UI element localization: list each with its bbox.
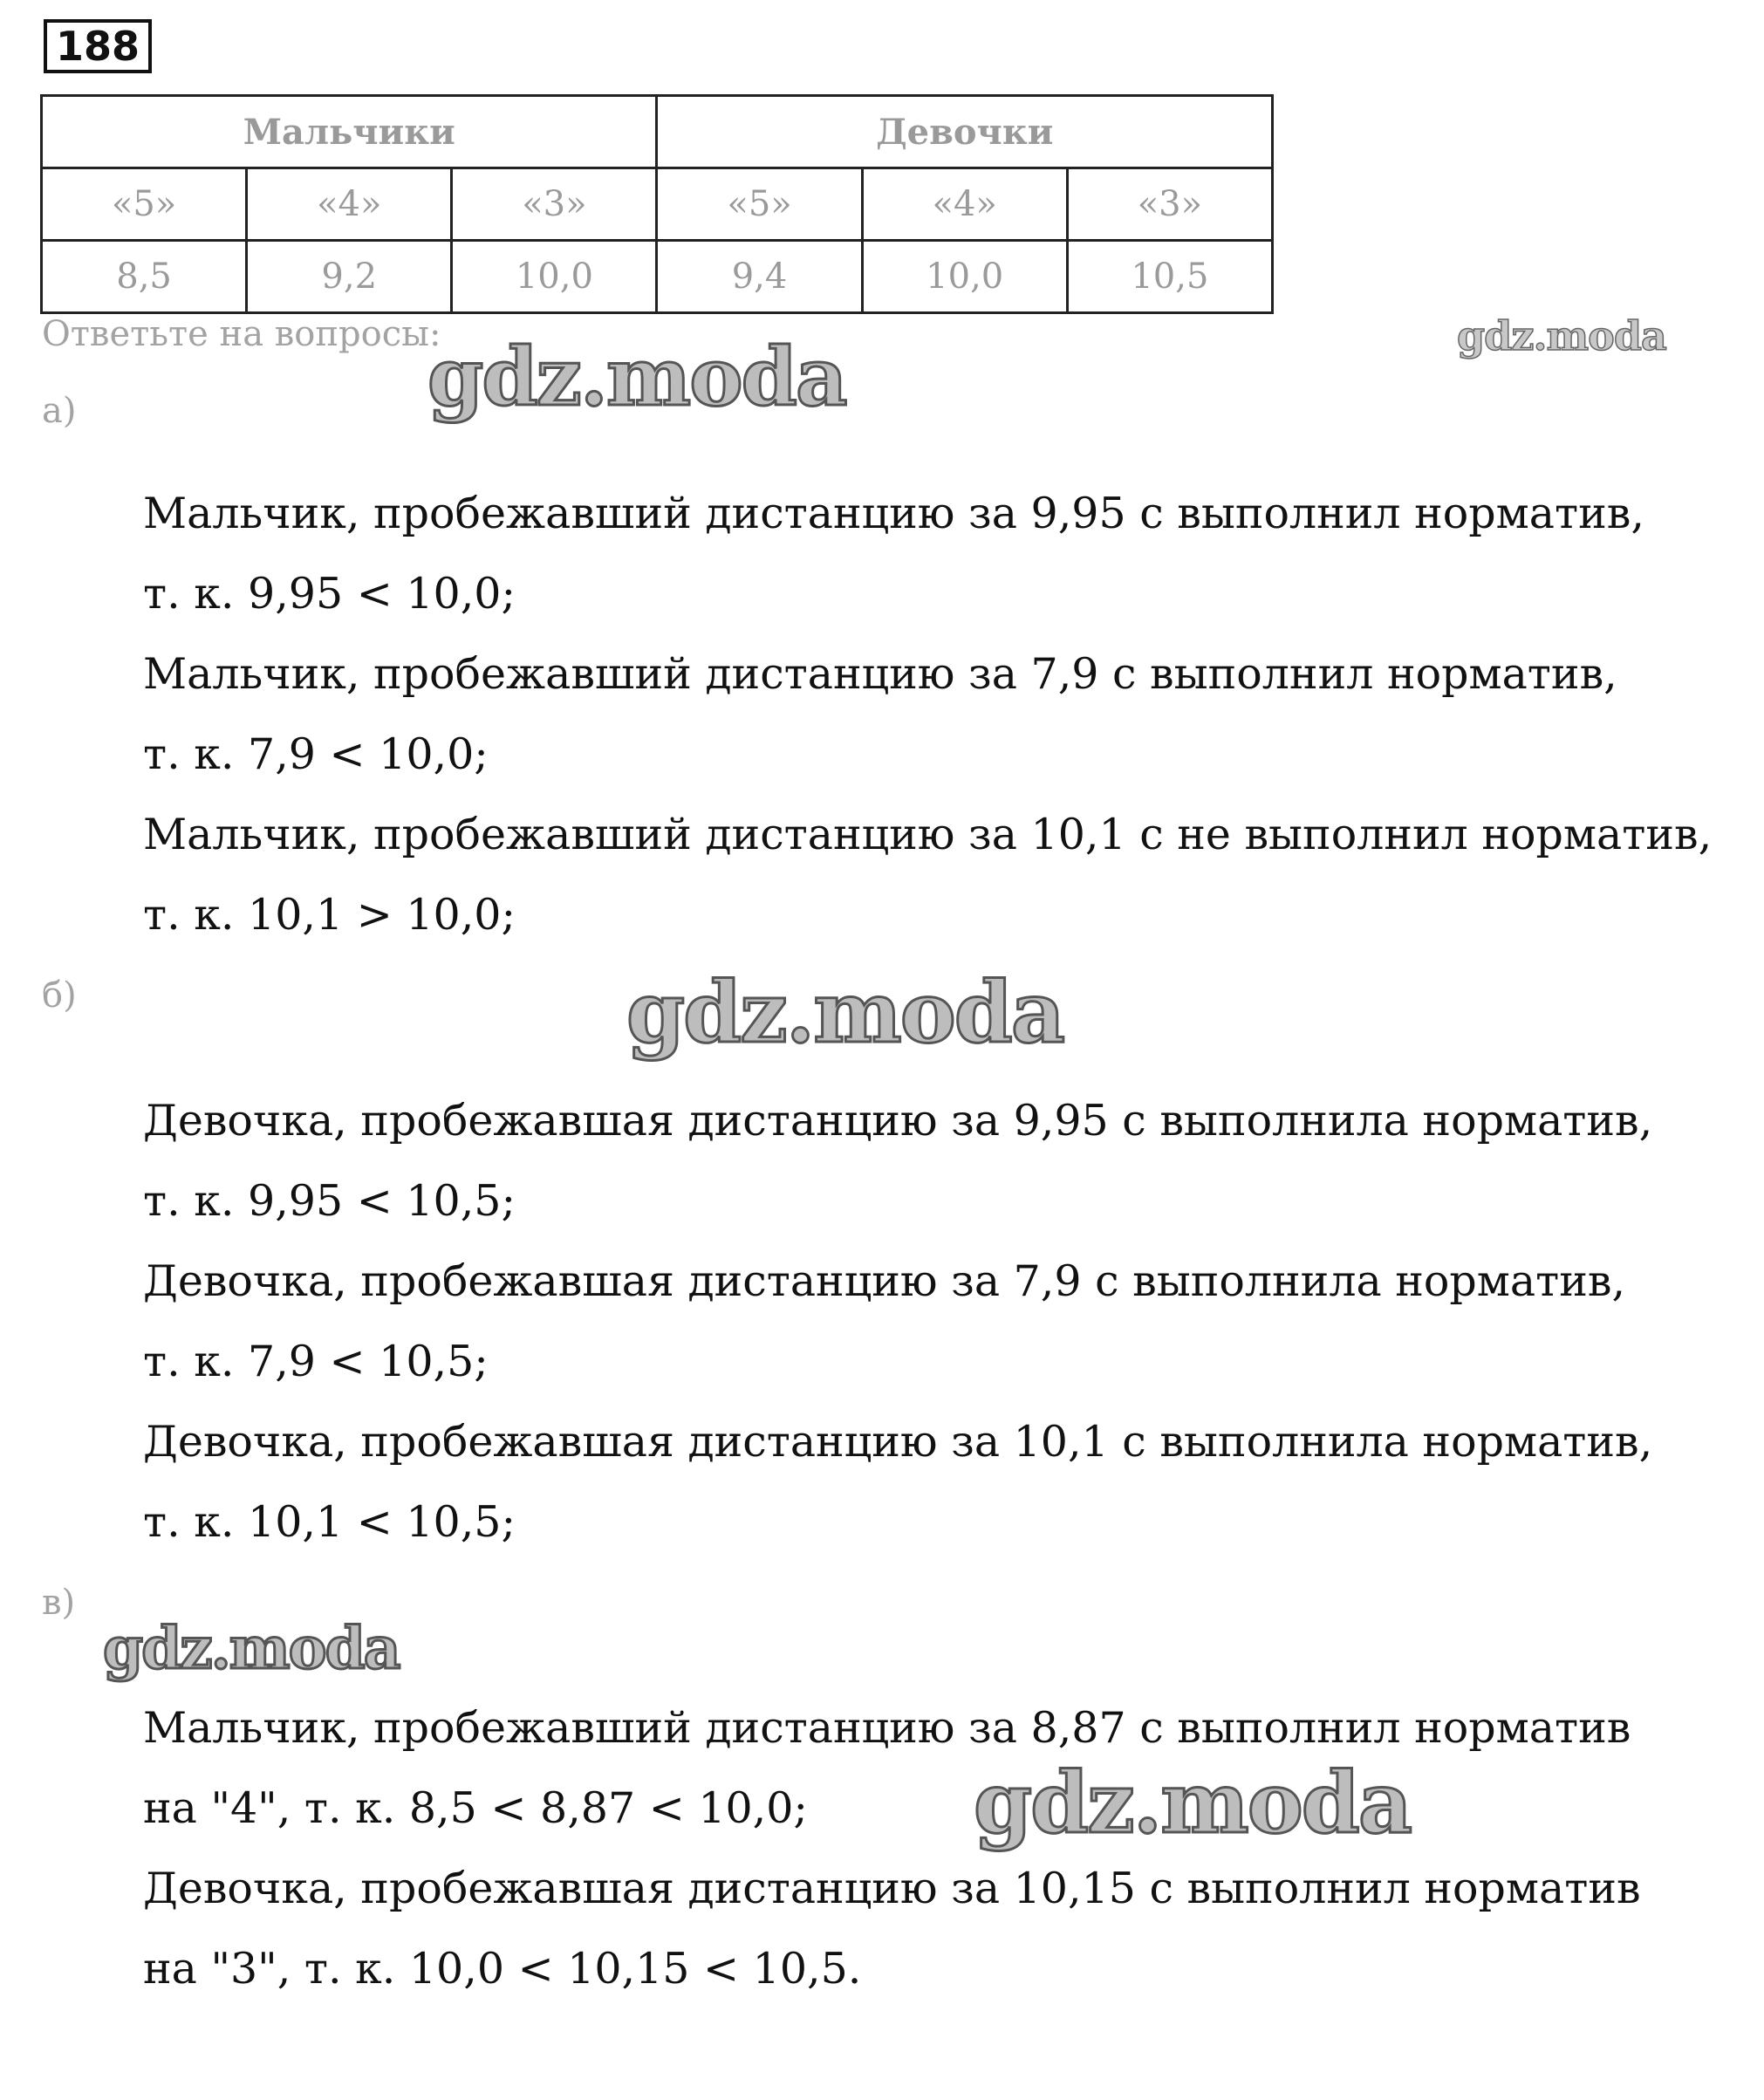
answer-line: Мальчик, пробежавший дистанцию за 10,1 с не выполнил норматив, xyxy=(143,810,1713,859)
answer-line: т. к. 10,1 < 10,5; xyxy=(143,1497,516,1547)
value-cell: 8,5 xyxy=(42,241,247,313)
answer-line: Мальчик, пробежавший дистанцию за 9,95 с выполнил норматив, xyxy=(143,489,1644,538)
grade-cell: «4» xyxy=(862,168,1067,241)
answer-line: Девочка, пробежавшая дистанцию за 9,95 с выполнила норматив, xyxy=(143,1096,1653,1146)
answer-line: т. к. 7,9 < 10,5; xyxy=(143,1337,489,1386)
group-girls: Девочки xyxy=(657,96,1273,168)
value-cell: 10,0 xyxy=(862,241,1067,313)
watermark: gdz.moda xyxy=(1457,312,1666,359)
part-label-a: а) xyxy=(42,391,77,431)
answer-line: Мальчик, пробежавший дистанцию за 7,9 с выполнил норматив, xyxy=(143,649,1617,699)
answer-line: Девочка, пробежавшая дистанцию за 7,9 с выполнила норматив, xyxy=(143,1256,1626,1306)
part-label-b: б) xyxy=(42,975,77,1016)
watermark: gdz.moda xyxy=(626,963,1064,1062)
part-label-c: в) xyxy=(42,1583,76,1623)
answer-line: Девочка, пробежавшая дистанцию за 10,15 с выполнил норматив xyxy=(143,1864,1641,1913)
instruction: Ответьте на вопросы: xyxy=(42,314,441,354)
answer-line: Мальчик, пробежавший дистанцию за 8,87 с выполнил норматив xyxy=(143,1703,1631,1753)
grade-cell: «5» xyxy=(42,168,247,241)
answer-line: Девочка, пробежавшая дистанцию за 10,1 с выполнила норматив, xyxy=(143,1417,1653,1467)
table-grades-row xyxy=(42,168,1273,241)
answer-line: т. к. 9,95 < 10,5; xyxy=(143,1176,516,1226)
grade-cell: «5» xyxy=(657,168,862,241)
grade-cell: «3» xyxy=(452,168,657,241)
answer-line: на "4", т. к. 8,5 < 8,87 < 10,0; xyxy=(143,1783,808,1833)
answer-line: т. к. 7,9 < 10,0; xyxy=(143,729,489,779)
answer-line: т. к. 10,1 > 10,0; xyxy=(143,890,516,940)
value-cell: 9,2 xyxy=(247,241,452,313)
answer-line: на "3", т. к. 10,0 < 10,15 < 10,5. xyxy=(143,1944,862,1994)
table-values-row xyxy=(42,241,1273,313)
table-header-row xyxy=(42,96,1273,168)
watermark: gdz.moda xyxy=(974,1754,1412,1852)
task-number: 188 xyxy=(44,19,152,73)
grade-cell: «3» xyxy=(1067,168,1272,241)
value-cell: 9,4 xyxy=(657,241,862,313)
answer-line: т. к. 9,95 < 10,0; xyxy=(143,569,516,619)
grade-cell: «4» xyxy=(247,168,452,241)
watermark: gdz.moda xyxy=(103,1614,400,1682)
group-boys: Мальчики xyxy=(42,96,657,168)
value-cell: 10,5 xyxy=(1067,241,1272,313)
norms-table xyxy=(40,94,1274,314)
value-cell: 10,0 xyxy=(452,241,657,313)
watermark: gdz.moda xyxy=(427,330,846,424)
